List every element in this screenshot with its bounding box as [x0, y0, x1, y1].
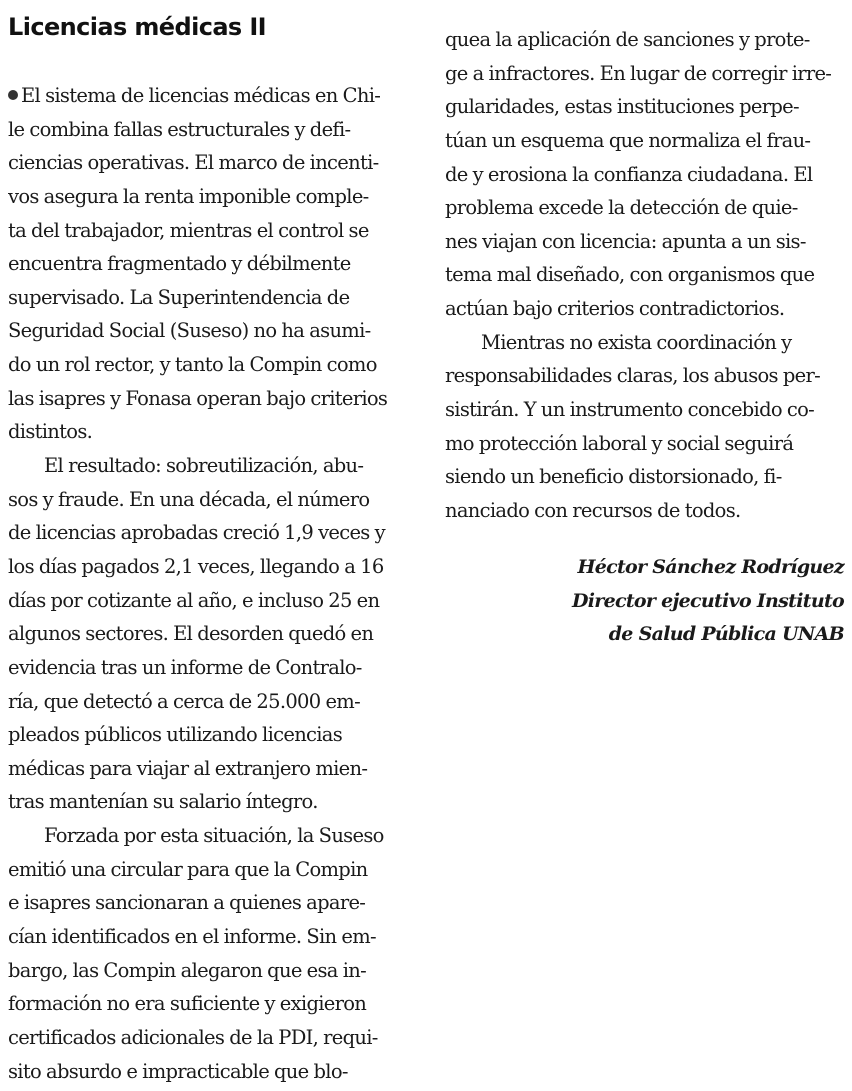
text-line: siendo un beneficio distorsionado, fi- [445, 465, 782, 489]
text-line: quea la aplicación de sanciones y prote- [445, 28, 810, 51]
text-line: algunos sectores. El desorden quedó en [8, 622, 374, 646]
text-line: tras mantenían su salario íntegro. [8, 790, 318, 814]
text-line: las isapres y Fonasa operan bajo criterios [8, 386, 388, 410]
text-line: sito absurdo e impracticable que blo- [8, 1059, 348, 1083]
author-name: Héctor Sánchez Rodríguez [577, 556, 844, 578]
text-line: sos y fraude. En una década, el número [8, 487, 370, 511]
text-line: El sistema de licencias médicas en Chi- [8, 79, 412, 113]
article-title: Licencias médicas II [8, 13, 267, 41]
text-line: nanciado con recursos de todos. [445, 498, 741, 522]
text-line: e isapres sancionaran a quienes apare- [8, 891, 366, 915]
text-line: pleados públicos utilizando licencias [8, 723, 343, 747]
text-line: le combina fallas estructurales y defi- [8, 117, 351, 141]
text-line: ta del trabajador, mientras el control se [8, 218, 369, 242]
text-line: problema excede la detección de quie- [445, 196, 798, 220]
text-line: evidencia tras un informe de Contralo- [8, 655, 362, 679]
text-line: vos asegura la renta imponible comple- [8, 184, 369, 208]
text-line: mo protección laboral y social seguirá [445, 431, 794, 455]
text-line: ciencias operativas. El marco de incenti- [8, 151, 379, 175]
text-line: encuentra fragmentado y débilmente [8, 252, 351, 276]
text-line: Forzada por esta situación, la Suseso [44, 824, 384, 848]
left-column [8, 79, 412, 1088]
text-line: responsabilidades claras, los abusos per- [445, 364, 820, 388]
text-line: Seguridad Social (Suseso) no ha asumi- [8, 319, 371, 343]
bullet-icon [8, 90, 18, 100]
text-line: bargo, las Compin alegaron que esa in- [8, 958, 367, 982]
text-line: de licencias aprobadas creció 1,9 veces y [8, 521, 385, 545]
text-line: do un rol rector, y tanto la Compin como [8, 353, 377, 377]
text-line: certificados adicionales de la PDI, requi- [8, 1025, 378, 1049]
text-line: días por cotizante al año, e incluso 25 en [8, 588, 380, 612]
text-line: distintos. [8, 420, 93, 444]
author-role: Director ejecutivo Instituto [571, 589, 844, 612]
text-line: supervisado. La Superintendencia de [8, 285, 350, 309]
text-line: tema mal diseñado, con organismos que [445, 263, 815, 287]
text-line: médicas para viajar al extranjero mien- [8, 756, 368, 780]
author-institution: de Salud Pública UNAB [608, 623, 844, 645]
text-line: Mientras no exista coordinación y [481, 330, 792, 354]
text-line: formación no era suficiente y exigieron [8, 992, 367, 1016]
text-line: los días pagados 2,1 veces, llegando a 16 [8, 554, 384, 578]
text-line: sistirán. Y un instrumento concebido co- [445, 398, 815, 422]
author-signature [572, 551, 844, 652]
text-line: nes viajan con licencia: apunta a un sis- [445, 229, 806, 253]
text-line: actúan bajo criterios contradictorios. [445, 297, 785, 321]
text-line: de y erosiona la confianza ciudadana. El [445, 162, 813, 186]
text-line: túan un esquema que normaliza el frau- [445, 128, 811, 152]
text-line: cían identificados en el informe. Sin em- [8, 925, 376, 949]
text-line: gularidades, estas instituciones perpe- [445, 95, 799, 119]
right-column [445, 23, 847, 528]
text-line: ría, que detectó a cerca de 25.000 em- [8, 689, 360, 713]
text-line: El resultado: sobreutilización, abu- [44, 454, 364, 478]
text-line: ge a infractores. En lugar de corregir irre- [445, 61, 832, 85]
text-line: emitió una circular para que la Compin [8, 857, 368, 881]
